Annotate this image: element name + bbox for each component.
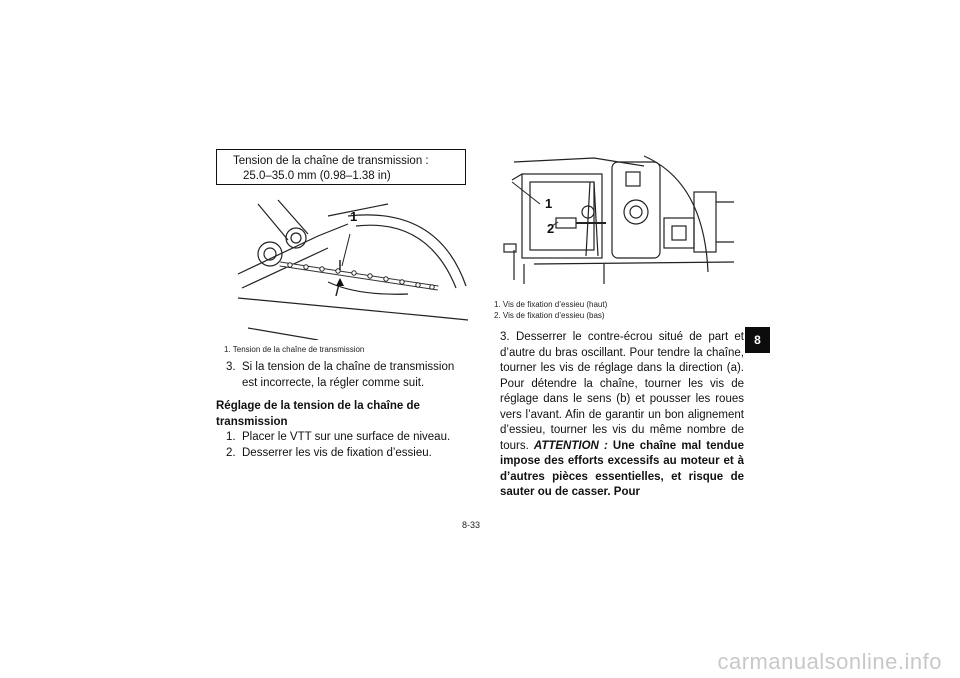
caption-text: Tension de la chaîne de transmission <box>232 345 365 354</box>
chapter-tab: 8 <box>745 327 770 353</box>
caption-text: Vis de fixation d’essieu (bas) <box>502 311 605 320</box>
attention-text: Une chaîne mal tendue impose des efforts excessifs au moteur et à d’autres pièces essentielles, et risque de sauter ou de casser. Pour <box>500 439 744 498</box>
step-text: Placer le VTT sur une surface de niveau. <box>242 431 451 443</box>
figure-right-callout-2: 2 <box>547 221 555 236</box>
watermark: carmanualsonline.info <box>717 649 942 674</box>
step-text: Si la tension de la chaîne de transmission est incorrecte, la régler comme suit. <box>242 361 455 389</box>
caption-text: Vis de fixation d’essieu (haut) <box>502 300 608 309</box>
caption-number: 1. <box>494 300 501 309</box>
spec-value: 25.0–35.0 mm (0.98–1.38 in) <box>243 170 391 182</box>
step-text: Desserrer les vis de fixation d’essieu. <box>242 446 432 459</box>
attention-label: ATTENTION : <box>533 439 608 452</box>
caption-2 <box>494 310 607 321</box>
figure-left-caption <box>224 344 364 355</box>
step-number: 1. <box>226 431 236 443</box>
caption-number: 1. <box>224 345 231 354</box>
caption-1 <box>494 299 607 310</box>
figure-left-callout: 1 <box>350 209 358 224</box>
step-3-text: Desserrer le contre-écrou situé de part et d’autre du bras oscillant. Pour tendre la chaîne, tourner les vis de réglage dans la direction (a). Pour détendre la chaîne, tourner les vis de réglage dans le sens (b) et pousser les roues vers l’avant. Afin de garantir un bon alignement d’essieu, tourner les vis du même nombre de tours. <box>500 331 744 452</box>
step-number: 3. <box>226 361 236 373</box>
right-text-column <box>500 330 744 501</box>
section-title: Réglage de la tension de la chaîne de transmission <box>216 400 420 428</box>
step-number: 2. <box>226 446 236 459</box>
step-2 <box>216 446 468 462</box>
step-3-left <box>216 360 468 391</box>
page-number: 8-33 <box>462 520 481 530</box>
axle-bolts-illustration <box>494 152 746 298</box>
left-text-column <box>216 360 468 461</box>
caption-number: 2. <box>494 311 501 320</box>
step-number: 3. <box>500 331 510 343</box>
figure-right-captions <box>494 299 607 321</box>
figure-right-callout-1: 1 <box>545 196 553 211</box>
spec-title: Tension de la chaîne de transmission : <box>233 155 429 167</box>
step-1 <box>216 430 468 446</box>
spec-box <box>216 149 466 185</box>
